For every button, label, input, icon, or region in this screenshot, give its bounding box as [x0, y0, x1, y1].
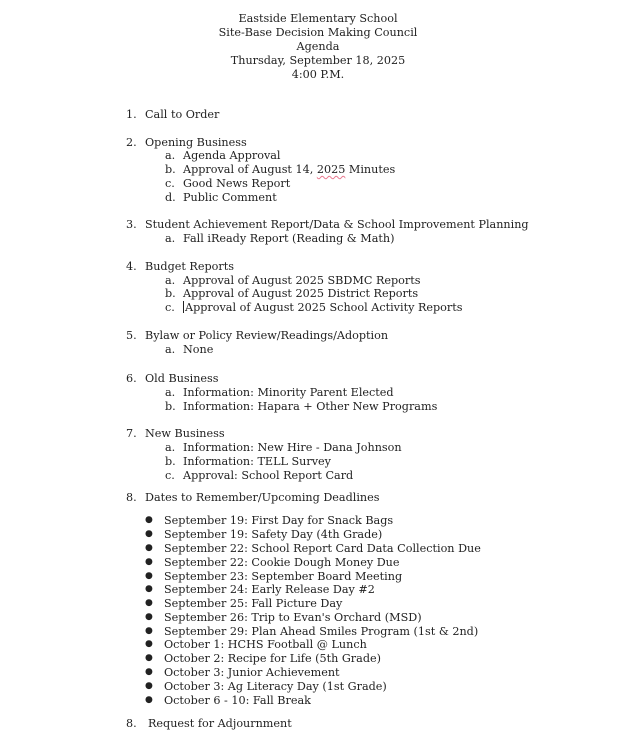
council-name: Site-Base Decision Making Council [218, 26, 418, 39]
date-text: September 25: Fall Picture Day [164, 597, 343, 611]
item-number: 5. [126, 328, 137, 342]
sub-item [0, 343, 636, 357]
sub-item-letter: d. [165, 190, 176, 204]
sub-item-letter: a. [165, 385, 176, 399]
sub-item-letter: a. [165, 232, 176, 246]
date-list-item [0, 694, 636, 708]
item-label: Opening Business [145, 135, 247, 149]
date-list-item [0, 583, 636, 597]
item-label: Bylaw or Policy Review/Readings/Adoption [145, 328, 389, 342]
school-name: Eastside Elementary School [238, 12, 398, 25]
sub-item-text: Fall iReady Report (Reading & Math) [183, 232, 395, 246]
date-list-item [0, 680, 636, 694]
agenda-header [0, 12, 636, 82]
sub-item [0, 386, 636, 400]
sub-item [0, 400, 636, 414]
sub-item-text: Approval: School Report Card [183, 468, 354, 482]
bullet-icon: ● [145, 680, 153, 691]
item-number: 1. [126, 108, 137, 121]
agenda-item [0, 218, 636, 246]
date-list-item [0, 638, 636, 652]
item-number: 8. [126, 717, 137, 731]
sub-item-text-part: Approval of August 2025 School Activity Reports [185, 301, 463, 315]
bullet-icon: ● [145, 542, 153, 553]
sub-item-letter: a. [165, 149, 176, 163]
date-text: October 2: Recipe for Life (5th Grade) [164, 652, 381, 666]
agenda-item [0, 136, 636, 205]
sub-item-text: Approval of August 2025 SBDMC Reports [183, 273, 421, 287]
date-text: October 3: Junior Achievement [164, 666, 340, 680]
sub-item [0, 469, 636, 483]
sub-item [0, 301, 636, 315]
item-number: 6. [126, 372, 137, 386]
bullet-icon: ● [145, 667, 153, 678]
item-label: Request for Adjournment [148, 717, 292, 731]
sub-item-letter: c. [165, 176, 175, 190]
sub-item [0, 177, 636, 191]
agenda-item-final [0, 717, 636, 731]
item-label: New Business [145, 427, 225, 441]
date-list-item [0, 652, 636, 666]
item-label: Budget Reports [145, 259, 234, 273]
agenda-item [0, 491, 636, 505]
date-text: September 22: School Report Card Data Collection Due [164, 541, 481, 555]
agenda-item [0, 427, 636, 482]
sub-item-letter: c. [165, 468, 175, 482]
agenda-item [0, 108, 636, 122]
bullet-icon: ● [145, 653, 153, 664]
sub-item [0, 441, 636, 455]
date-text: September 23: September Board Meeting [164, 569, 403, 583]
meeting-time: 4:00 P.M. [291, 68, 345, 81]
bullet-icon: ● [145, 694, 153, 705]
bullet-icon: ● [145, 625, 153, 636]
item-label: Student Achievement Report/Data & School Improvement Planning [145, 218, 529, 232]
date-list-item [0, 611, 636, 625]
sub-item-letter: a. [165, 342, 176, 356]
sub-item-text: Agenda Approval [183, 149, 281, 163]
spellcheck-flagged-word[interactable]: 2025 [316, 163, 346, 177]
sub-item-text: Information: TELL Survey [183, 454, 331, 468]
sub-item [0, 274, 636, 288]
agenda-item [0, 329, 636, 357]
date-text: September 26: Trip to Evan's Orchard (MSD) [164, 610, 422, 624]
sub-item-text-part: Minutes [345, 163, 396, 177]
sub-item-text: Good News Report [183, 176, 291, 190]
date-text: October 3: Ag Literacy Day (1st Grade) [164, 679, 387, 693]
sub-item-letter: c. [165, 301, 175, 315]
bullet-icon: ● [145, 598, 153, 609]
item-number: 8. [126, 490, 137, 504]
date-list-item [0, 625, 636, 639]
sub-item-text-part: Approval of August 14, [183, 163, 317, 177]
sub-item [0, 232, 636, 246]
dates-list [0, 514, 636, 707]
sub-item [0, 455, 636, 469]
date-list-item [0, 514, 636, 528]
sub-item [0, 287, 636, 301]
sub-item [0, 163, 636, 177]
sub-item-text: Approval of August 2025 District Reports [183, 287, 419, 301]
item-label: Dates to Remember/Upcoming Deadlines [145, 490, 380, 504]
sub-item [0, 191, 636, 205]
item-label: Call to Order [145, 108, 220, 121]
sub-item-letter: a. [165, 441, 176, 455]
sub-item-letter: a. [165, 273, 176, 287]
item-number: 7. [126, 427, 137, 441]
date-list-item [0, 570, 636, 584]
sub-item-letter: b. [165, 163, 176, 177]
sub-item-text [183, 301, 462, 315]
item-number: 2. [126, 135, 137, 149]
sub-item-text: Information: Hapara + Other New Programs [183, 399, 438, 413]
date-text: September 19: Safety Day (4th Grade) [164, 528, 383, 542]
bullet-icon: ● [145, 570, 153, 581]
bullet-icon: ● [145, 611, 153, 622]
document-title: Agenda [296, 40, 340, 53]
sub-item [0, 149, 636, 163]
date-text: October 6 - 10: Fall Break [164, 693, 311, 707]
date-list-item [0, 528, 636, 542]
sub-item-letter: b. [165, 399, 176, 413]
meeting-date: Thursday, September 18, 2025 [230, 54, 406, 67]
date-text: October 1: HCHS Football @ Lunch [164, 638, 367, 652]
date-list-item [0, 666, 636, 680]
agenda-list [0, 108, 636, 731]
sub-item-text: Information: New Hire - Dana Johnson [183, 441, 402, 455]
item-number: 4. [126, 259, 137, 273]
sub-item-text: Information: Minority Parent Elected [183, 385, 394, 399]
date-text: September 29: Plan Ahead Smiles Program (1st & 2nd) [164, 624, 479, 638]
bullet-icon: ● [145, 515, 153, 526]
text-cursor [183, 301, 184, 313]
agenda-item [0, 260, 636, 315]
bullet-icon: ● [145, 584, 153, 595]
bullet-icon: ● [145, 529, 153, 540]
date-list-item [0, 556, 636, 570]
date-text: September 19: First Day for Snack Bags [164, 514, 394, 528]
date-list-item [0, 597, 636, 611]
item-label: Old Business [145, 372, 219, 386]
date-text: September 24: Early Release Day #2 [164, 583, 375, 597]
sub-item-text: None [183, 342, 214, 356]
sub-item-text [183, 163, 395, 177]
item-number: 3. [126, 218, 137, 232]
sub-item-text: Public Comment [183, 190, 277, 204]
date-text: September 22: Cookie Dough Money Due [164, 555, 400, 569]
bullet-icon: ● [145, 556, 153, 567]
sub-item-letter: b. [165, 454, 176, 468]
date-list-item [0, 542, 636, 556]
sub-item-letter: b. [165, 287, 176, 301]
bullet-icon: ● [145, 639, 153, 650]
agenda-item [0, 372, 636, 413]
